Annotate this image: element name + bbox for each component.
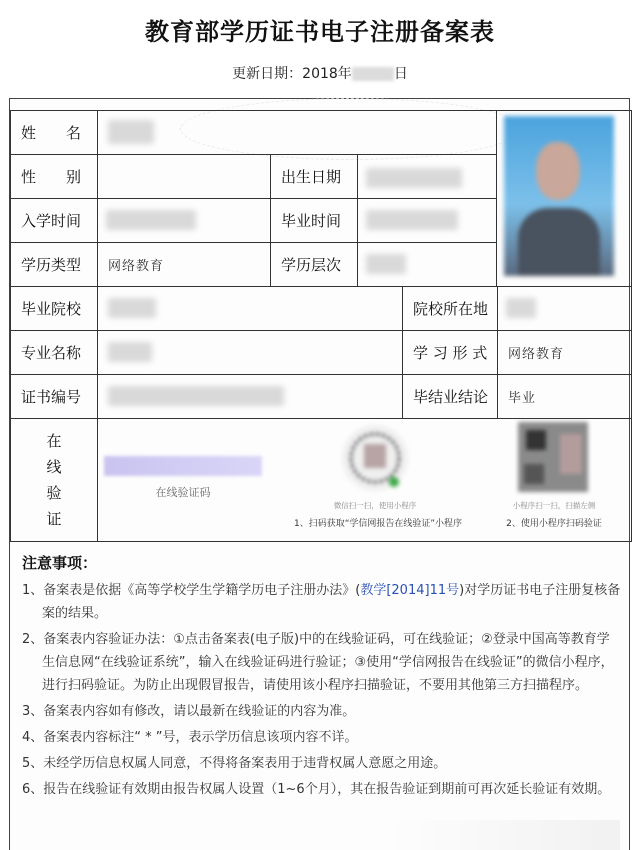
qr2-step: 2、使用小程序扫码验证	[506, 519, 602, 529]
note-1: 1、备案表是依据《高等学校学生学籍学历电子注册办法》(教学[2014]11号)对学历证书电子注册复核备案的结果。	[22, 583, 621, 621]
edu-type-value: 网络教育	[97, 242, 271, 287]
verify-char-4: 证	[46, 510, 62, 528]
note-3: 3、备案表内容如有修改，请以最新在线验证的内容为准。	[22, 704, 356, 719]
edu-level-redacted	[366, 254, 406, 274]
verify-qr-icon	[516, 420, 590, 494]
page-fade	[390, 820, 620, 850]
birth-label: 出生日期	[270, 154, 358, 199]
student-photo	[504, 116, 614, 276]
conclusion-value: 毕业	[497, 374, 632, 419]
date-redacted	[352, 67, 394, 81]
school-loc-label: 院校所在地	[402, 286, 498, 331]
note-6: 6、报告在线验证有效期由报告权属人设置（1~6个月），其在报告验证到期前可再次延长验证有效期。	[22, 782, 611, 797]
notes-section	[22, 552, 622, 804]
major-label: 专业名称	[10, 330, 98, 375]
verify-code-caption: 在线验证码	[155, 486, 211, 499]
update-date	[0, 63, 640, 83]
online-verify-label	[10, 418, 98, 542]
policy-link[interactable]: 教学[2014]11号	[360, 583, 460, 598]
school-label: 毕业院校	[10, 286, 98, 331]
name-label: 姓 名	[10, 110, 98, 155]
gender-value	[97, 154, 271, 199]
verify-char-2: 线	[46, 458, 62, 476]
notes-title: 注意事项：	[22, 554, 98, 572]
qr1-caption: 微信扫一扫，使用小程序	[333, 501, 417, 510]
note-4: 4、备案表内容标注“ * ”号，表示学历信息该项内容不详。	[22, 730, 358, 745]
name-value	[97, 110, 497, 155]
enroll-redacted	[106, 210, 196, 230]
school-redacted	[108, 298, 156, 318]
major-redacted	[108, 342, 152, 362]
qr2-caption: 小程序扫一扫，扫描左侧	[512, 501, 596, 510]
conclusion-label: 毕结业结论	[402, 374, 498, 419]
online-verify-code[interactable]	[104, 456, 262, 476]
edu-level-label: 学历层次	[270, 242, 358, 287]
study-form-label: 学 习 形 式	[402, 330, 498, 375]
note-2: 2、备案表内容验证办法：①点击备案表(电子版)中的在线验证码，可在线验证；②登录中国高等教育学生信息网“在线验证系统”，输入在线验证码进行验证；③使用“学信网报告在线验证”的微信小程序，进行扫码验证。为防止出现假冒报告，请使用该小程序扫描验证，不要用其他第三方扫描程序。	[22, 632, 614, 693]
school-loc-redacted	[506, 298, 536, 318]
mini-program-qr-icon	[340, 422, 410, 496]
edu-type-label: 学历类型	[10, 242, 98, 287]
gender-label: 性 别	[10, 154, 98, 199]
verify-char-1: 在	[46, 432, 62, 450]
study-form-value: 网络教育	[497, 330, 632, 375]
cert-no-redacted	[108, 386, 284, 406]
date-tail: 日	[393, 66, 408, 82]
date-label: 更新日期：2018年	[232, 66, 352, 82]
verify-char-3: 验	[46, 484, 62, 502]
grad-time-redacted	[366, 210, 458, 230]
note-5: 5、未经学历信息权属人同意，不得将备案表用于违背权属人意愿之用途。	[22, 756, 447, 771]
page-title: 教育部学历证书电子注册备案表	[145, 18, 495, 46]
enroll-label: 入学时间	[10, 198, 98, 243]
name-redacted	[108, 120, 154, 144]
cert-no-label: 证书编号	[10, 374, 98, 419]
birth-redacted	[366, 168, 462, 188]
grad-time-label: 毕业时间	[270, 198, 358, 243]
qr1-step: 1、扫码获取“学信网报告在线验证”小程序	[293, 519, 463, 529]
